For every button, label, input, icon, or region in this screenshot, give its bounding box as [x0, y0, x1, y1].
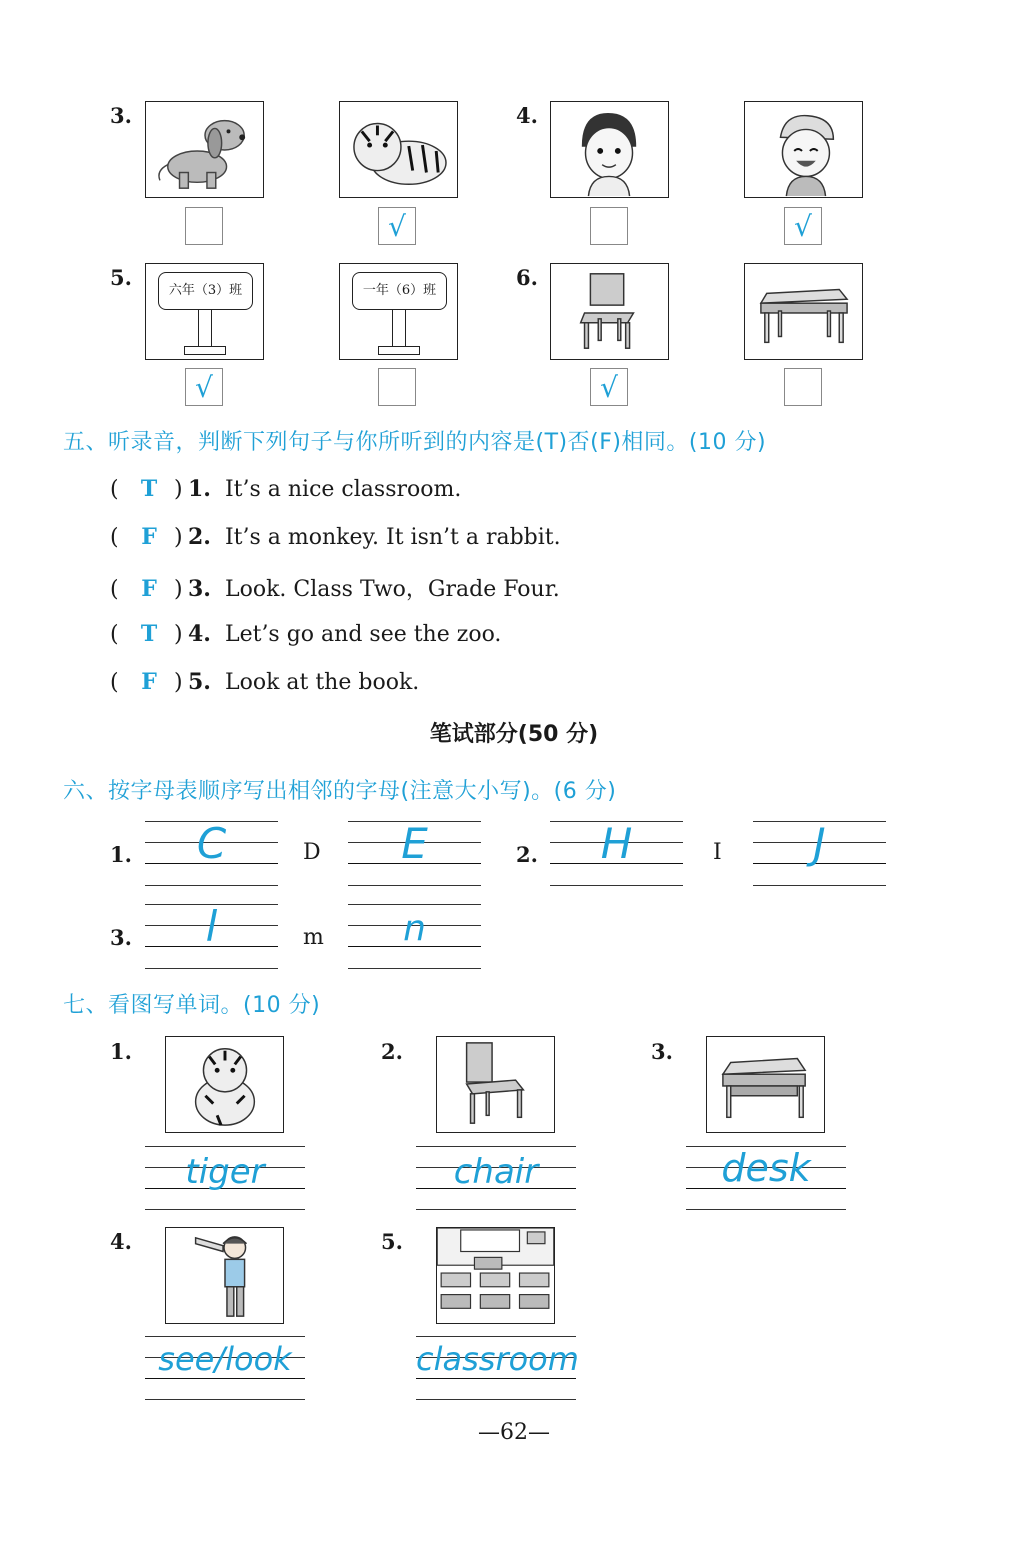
handwritten-answer: tiger: [185, 1152, 265, 1192]
handwritten-answer: E: [401, 819, 428, 868]
tf-item-5: ( F ) 5. Look at the book.: [110, 669, 420, 695]
dog-picture: [145, 101, 264, 198]
handwritten-answer: J: [813, 819, 826, 868]
chair-picture: [550, 263, 669, 360]
word-q3-number: 3.: [651, 1039, 673, 1064]
handwritten-answer: chair: [453, 1152, 539, 1192]
tiger-picture: [165, 1036, 284, 1133]
word-q2-number: 2.: [381, 1039, 403, 1064]
desk-picture: [744, 263, 863, 360]
word-writing-grid-1[interactable]: [145, 1146, 305, 1209]
checkbox-5b[interactable]: [378, 368, 416, 406]
word-q1-number: 1.: [110, 1039, 132, 1064]
handwritten-answer: see/look: [158, 1340, 292, 1378]
word-writing-grid-4[interactable]: [145, 1336, 305, 1399]
girl-picture: [550, 101, 669, 198]
chair-picture: [436, 1036, 555, 1133]
section-5-title: 五、听录音，判断下列句子与你所听到的内容是(T)否(F)相同。(10 分): [63, 430, 767, 455]
class-sign-picture-a: [145, 263, 264, 360]
letters-q3-number: 3.: [110, 925, 132, 950]
section-6-title: 六、按字母表顺序写出相邻的字母(注意大小写)。(6 分): [63, 779, 617, 804]
word-writing-grid-2[interactable]: [416, 1146, 576, 1209]
letters-q2-number: 2.: [516, 842, 538, 867]
checkbox-3b[interactable]: √: [378, 207, 416, 245]
question-number-5: 5.: [110, 265, 132, 290]
word-q5-number: 5.: [381, 1229, 403, 1254]
given-letter-m: m: [303, 925, 324, 950]
question-number-4: 4.: [516, 103, 538, 128]
tf-item-4: ( T ) 4. Let’s go and see the zoo.: [110, 621, 502, 647]
handwritten-answer: classroom: [416, 1340, 579, 1378]
handwritten-answer: C: [196, 819, 227, 868]
class-sign-picture-b: [339, 263, 458, 360]
section-7-title: 七、看图写单词。(10 分): [63, 993, 321, 1018]
tf-item-2: ( F ) 2. It’s a monkey. It isn’t a rabbit.: [110, 524, 561, 550]
tf-answer-5[interactable]: F: [141, 669, 157, 695]
handwritten-answer: n: [403, 908, 426, 949]
question-number-3: 3.: [110, 103, 132, 128]
written-part-title: 笔试部分(50 分): [429, 722, 599, 747]
tiger-picture: [339, 101, 458, 198]
question-number-6: 6.: [516, 265, 538, 290]
boy-picture: [744, 101, 863, 198]
checkbox-4a[interactable]: [590, 207, 628, 245]
writing-grid-q1-before[interactable]: [145, 821, 278, 885]
classroom-picture: [436, 1227, 555, 1324]
given-letter-d: D: [303, 840, 321, 865]
handwritten-answer: l: [205, 902, 218, 951]
checkbox-6a[interactable]: √: [590, 368, 628, 406]
tf-answer-1[interactable]: T: [140, 476, 158, 502]
writing-grid-q2-before[interactable]: [550, 821, 683, 885]
word-q4-number: 4.: [110, 1229, 132, 1254]
letters-q1-number: 1.: [110, 842, 132, 867]
tf-answer-4[interactable]: T: [140, 621, 158, 647]
handwritten-answer: desk: [721, 1146, 811, 1190]
boy-looking-picture: [165, 1227, 284, 1324]
writing-grid-q2-after[interactable]: [753, 821, 886, 885]
checkbox-3a[interactable]: [185, 207, 223, 245]
checkbox-6b[interactable]: [784, 368, 822, 406]
word-writing-grid-5[interactable]: [416, 1336, 579, 1399]
sign-text-b: 一年（6）班: [352, 272, 447, 310]
writing-grid-q3-after[interactable]: [348, 904, 481, 968]
tf-answer-2[interactable]: F: [141, 524, 157, 550]
sign-text-a: 六年（3）班: [158, 272, 253, 310]
given-letter-i: I: [713, 840, 722, 865]
writing-grid-q1-after[interactable]: [348, 821, 481, 885]
checkbox-4b[interactable]: √: [784, 207, 822, 245]
checkbox-5a[interactable]: √: [185, 368, 223, 406]
tf-item-1: ( T ) 1. It’s a nice classroom.: [110, 476, 462, 502]
word-writing-grid-3[interactable]: [686, 1146, 846, 1209]
tf-item-3: ( F ) 3. Look. Class Two，Grade Four.: [110, 576, 560, 602]
tf-answer-3[interactable]: F: [141, 576, 157, 602]
writing-grid-q3-before[interactable]: [145, 904, 278, 968]
handwritten-answer: H: [600, 819, 633, 868]
desk-picture: [706, 1036, 825, 1133]
page-number: —62—: [478, 1420, 550, 1445]
